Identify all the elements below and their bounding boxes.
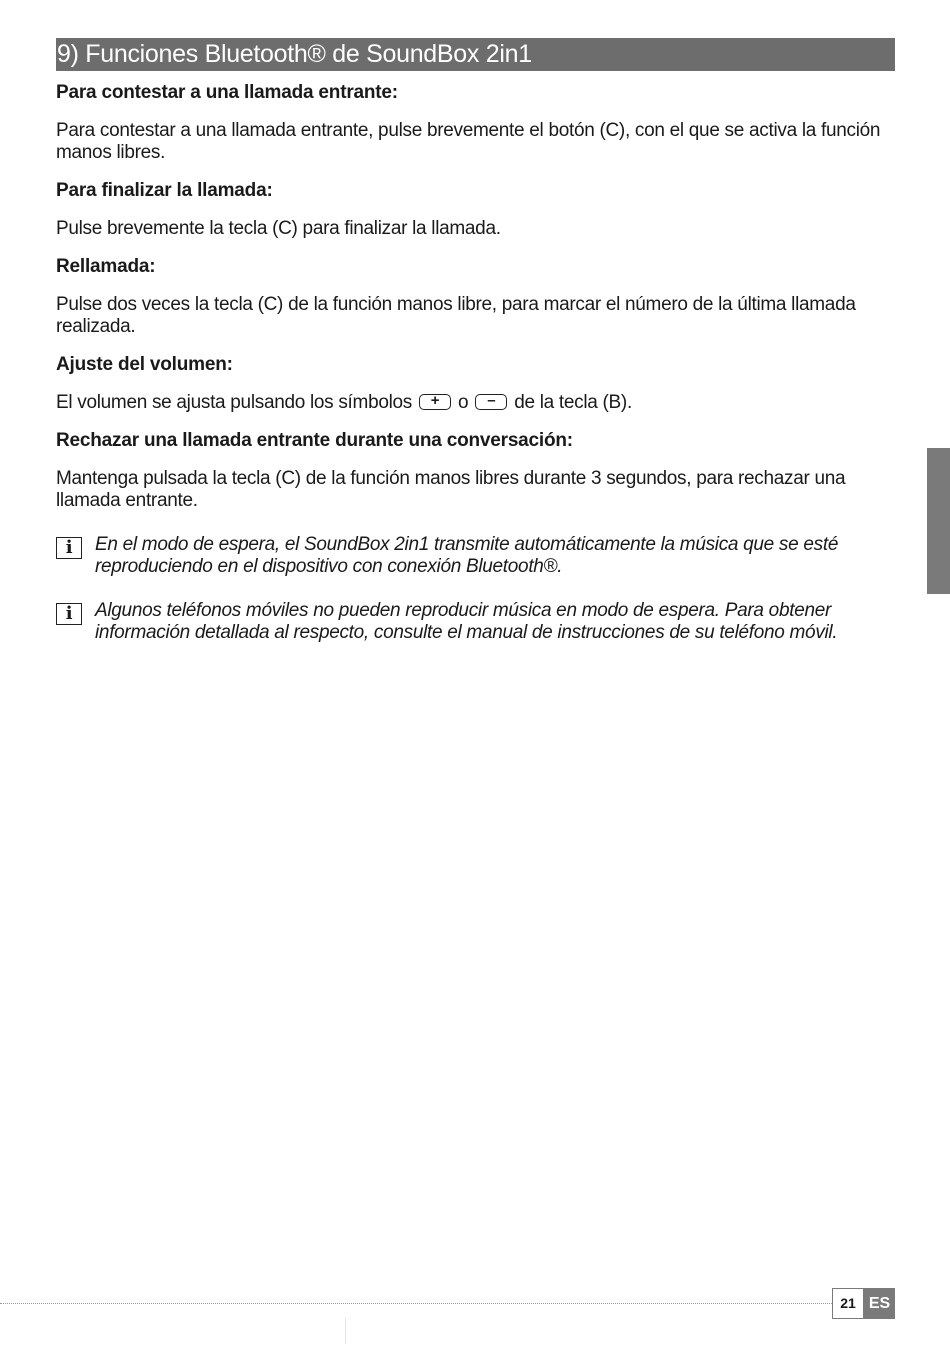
info-note-standby (56, 534, 886, 578)
section-heading-reject-call: Rechazar una llamada entrante durante una conversación: (56, 430, 573, 451)
info-icon: i (56, 603, 82, 625)
main-content (56, 82, 886, 644)
info-note-phones-text: Algunos teléfonos móviles no pueden reproducir música en modo de espera. Para obtener información detallada al respecto, consulte el manual de instrucciones de su teléfono móvil. (95, 600, 838, 643)
volume-conjunction: o (457, 392, 469, 413)
volume-text-after: de la tecla (B). (514, 392, 632, 413)
volume-text-before: El volumen se ajusta pulsando los símbolos (56, 392, 412, 413)
section-heading-answer-call: Para contestar a una llamada entrante: (56, 82, 398, 103)
section-text-answer-call: Para contestar a una llamada entrante, pulse brevemente el botón (C), con el que se activa la función manos libres. (56, 120, 881, 163)
language-side-tab (927, 448, 950, 594)
minus-symbol: – (487, 392, 496, 409)
language-badge: ES (864, 1288, 895, 1319)
section-text-reject-call: Mantenga pulsada la tecla (C) de la función manos libres durante 3 segundos, para rechazar una llamada entrante. (56, 468, 846, 511)
plus-symbol: + (430, 392, 440, 409)
section-text-redial: Pulse dos veces la tecla (C) de la función manos libre, para marcar el número de la última llamada realizada. (56, 294, 856, 337)
divider (345, 1318, 346, 1344)
footer-divider (0, 1303, 832, 1304)
section-heading-redial: Rellamada: (56, 256, 156, 277)
section-text-volume (56, 392, 886, 414)
info-icon: i (56, 537, 82, 559)
page-number: 21 (832, 1288, 864, 1319)
section-text-end-call: Pulse brevemente la tecla (C) para finalizar la llamada. (56, 218, 501, 239)
section-heading-volume: Ajuste del volumen: (56, 354, 233, 375)
section-heading-end-call: Para finalizar la llamada: (56, 180, 273, 201)
page-title: 9) Funciones Bluetooth® de SoundBox 2in1 (56, 38, 895, 71)
plus-key-icon (419, 394, 451, 410)
minus-key-icon (475, 394, 507, 410)
info-note-phones (56, 600, 886, 644)
info-note-standby-text: En el modo de espera, el SoundBox 2in1 transmite automáticamente la música que se esté reproduciendo en el dispositivo con conexión Bluetooth®. (95, 534, 839, 577)
